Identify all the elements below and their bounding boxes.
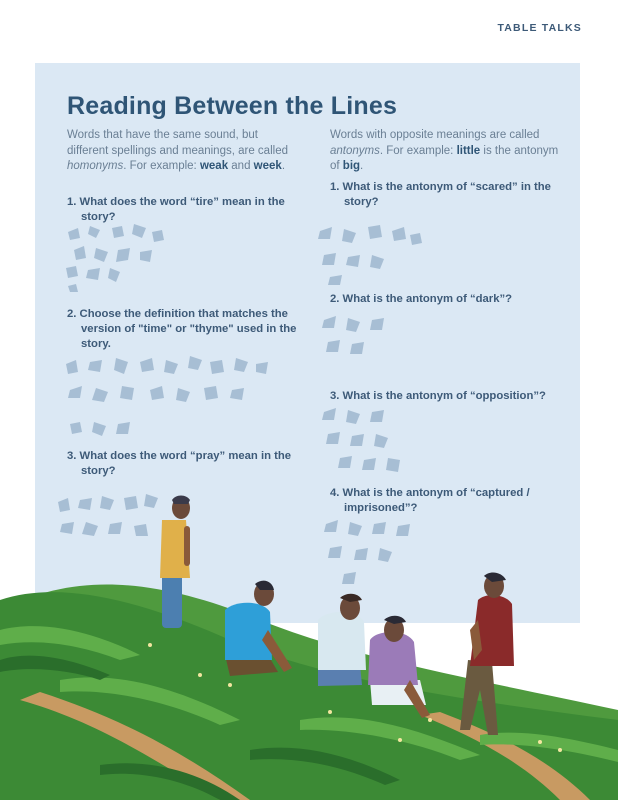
redacted-answer-left-2 bbox=[60, 352, 280, 442]
redacted-answer-left-1 bbox=[60, 222, 170, 294]
homonym-question-2: 2. Choose the definition that matches the version of "time" or "thyme" used in the story. bbox=[67, 308, 297, 350]
sitting-person-blue bbox=[225, 581, 292, 676]
example-big: big bbox=[342, 160, 361, 172]
example-week: week bbox=[253, 160, 282, 172]
homonym-question-1: 1. What does the word “tire” mean in the story? bbox=[67, 196, 285, 223]
example-weak: weak bbox=[199, 160, 229, 172]
antonyms-intro: Words with opposite meanings are called antonyms. For example: little is the antonym of big. bbox=[330, 129, 559, 172]
redacted-answer-right-1 bbox=[310, 215, 430, 287]
homonym-question-3: 3. What does the word “pray” mean in the story? bbox=[67, 450, 292, 477]
section-label: TABLE TALKS bbox=[497, 22, 582, 34]
antonym-question-4: 4. What is the antonym of “captured / imprisoned”? bbox=[330, 487, 530, 514]
example-little: little bbox=[456, 144, 481, 157]
antonym-question-3: 3. What is the antonym of “opposition”? bbox=[330, 390, 546, 402]
sitting-person-white bbox=[318, 594, 366, 686]
antonym-question-2: 2. What is the antonym of “dark”? bbox=[330, 293, 513, 305]
antonyms-term: antonyms bbox=[330, 144, 380, 157]
redacted-answer-right-3 bbox=[318, 404, 418, 474]
antonym-question-1: 1. What is the antonym of “scared” in the story? bbox=[330, 181, 551, 208]
homonyms-term: homonyms bbox=[67, 160, 124, 172]
sitting-person-purple bbox=[368, 616, 430, 718]
homonyms-intro: Words that have the same sound, but different spellings and meanings, are called homonyms. For example: weak and week. bbox=[67, 129, 288, 172]
hillside-illustration bbox=[0, 480, 618, 800]
page-title: Reading Between the Lines bbox=[67, 92, 398, 120]
redacted-answer-right-2 bbox=[318, 312, 398, 360]
